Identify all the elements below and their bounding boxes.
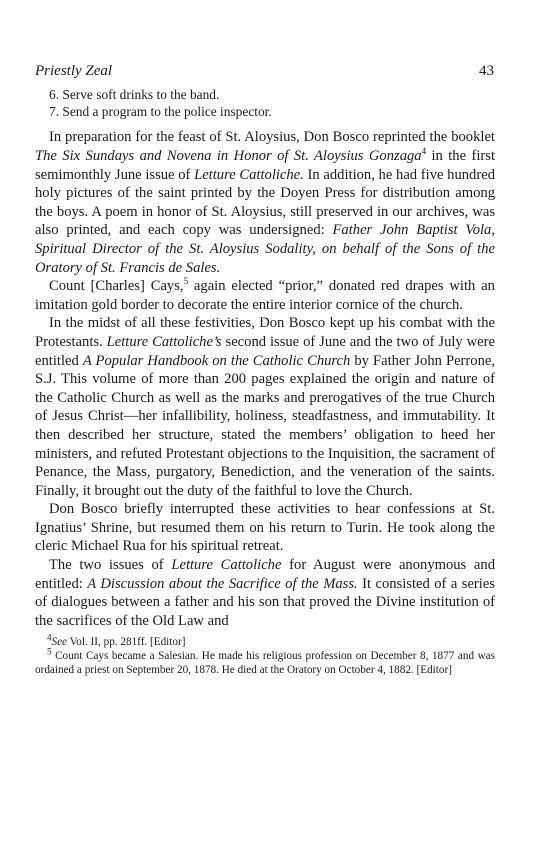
paragraph-cays — [35, 277, 495, 314]
paragraph-aloysius — [35, 128, 495, 277]
numbered-list — [35, 86, 495, 120]
page-body — [35, 86, 495, 677]
text: in the first semimonthly June issue of — [35, 148, 495, 183]
text: The two issues of — [49, 557, 172, 574]
footnote-text: Vol. II, pp. 281ff. [Editor] — [67, 636, 186, 649]
footnote-ref: 5 — [183, 276, 189, 287]
paragraph-confessions — [35, 500, 495, 556]
footnote-5 — [35, 646, 495, 677]
periodical-title: Letture Cattoliche — [171, 557, 282, 574]
text: second issue of June and the two of July were entitled — [35, 333, 495, 369]
footnote-4 — [35, 632, 495, 650]
text: for August were anonymous and entitled: — [35, 557, 495, 592]
running-head: Priestly Zeal — [35, 63, 113, 79]
paragraph-august-issues — [35, 556, 495, 630]
footnote-number: 5 — [47, 646, 52, 657]
book-title: A Discussion about the Sacrifice of the Mass. — [87, 575, 358, 592]
text: again elected “prior,” donated red drapes with an imitation gold border to decorate the entire interior cornice of the church. — [35, 278, 495, 313]
text: by Father John Perrone, S.J. This volume of more than 200 pages explained the origin and nature of the Catholic Church as well as the marks and prerogatives of the true Church of Jesus Christ—her infallibility, holiness, steadfastness, and immutability. It then described her structure, stated the members’ obligation to heed her ministers, and refuted Protestant objections to the Inquisition, the sacrament of Penance, the Mass, purgatory, Benediction, and the veneration of the saints. Finally, it brought out the duty of the faithful to love the Church. — [35, 352, 495, 499]
book-title: A Popular Handbook on the Catholic Church — [82, 352, 351, 369]
text: In the midst of all these festivities, Don Bosco kept up his combat with the Protestants. — [35, 315, 495, 350]
footnote-number: 4 — [47, 632, 52, 643]
text: In addition, he had five hundred holy pictures of the saint printed by the Doyen Press for distribution among the boys. A poem in honor of St. Aloysius, still preserved in our archives, was also printed, and each copy was undersigned: — [35, 166, 495, 239]
list-item: 7. Send a program to the police inspector. — [49, 104, 272, 120]
text: It consisted of a series of dialogues between a father and his son that proved the Divine institution of the sacrifices of the Old Law and — [35, 575, 495, 629]
signature-text: Father John Baptist Vola, Spiritual Director of the St. Aloysius Sodality, on behalf of the Sons of the Oratory of St. Francis de Sales. — [35, 222, 495, 276]
text: In preparation for the feast of St. Aloysius, Don Bosco reprinted the booklet — [49, 129, 495, 146]
footnote-ref: 4 — [421, 146, 427, 157]
footnote-text: Count Cays became a Salesian. He made his religious profession on December 8, 1877 and was ordained a priest on September 20, 1878. He died at the Oratory on October 4, 1882. [Editor] — [35, 650, 495, 676]
page-number: 43 — [479, 63, 494, 79]
text: Don Bosco briefly interrupted these activities to hear confessions at St. Ignatius’ Shrine, but resumed them on his return to Turin. He took along the cleric Michael Rua for his spiritual retreat. — [35, 501, 495, 555]
periodical-title: Letture Cattoliche. — [194, 166, 304, 183]
list-item: 6. Serve soft drinks to the band. — [49, 87, 220, 102]
footnotes — [35, 632, 495, 677]
book-title: The Six Sundays and Novena in Honor of St. Aloysius Gonzaga — [35, 148, 422, 164]
footnote-see: See — [51, 636, 68, 649]
periodical-title: Letture Cattoliche’s — [106, 333, 222, 350]
paragraph-protestants — [35, 314, 495, 500]
text: Count [Charles] Cays, — [49, 278, 184, 295]
